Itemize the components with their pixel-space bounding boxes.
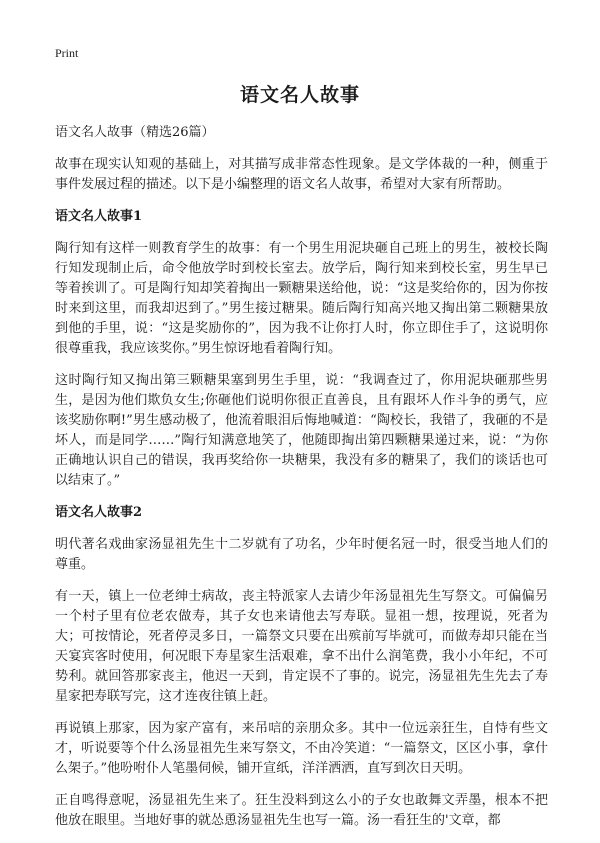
section-2-paragraph-4: 正自鸣得意呢，汤显祖先生来了。狂生没料到这么小的子女也敢舞文弄墨，根本不把他放在眼里。当地好事的就怂恿汤显祖先生也写一篇。汤一看狂生的'文章，都 <box>55 793 548 828</box>
section-heading-2: 语文名人故事2 <box>55 505 143 520</box>
page-title: 语文名人故事 <box>239 84 360 106</box>
section-2-paragraph-3: 再说镇上那家，因为家产富有，来吊唁的亲朋众多。其中一位远亲狂生，自恃有些文才，听说要等个什么汤显祖先生来写祭文，不由冷笑道：“一篇祭文，区区小事，拿什么架子。”他吩咐仆人笔墨伺候，铺开宣纸，洋洋洒洒，直写到次日天明。 <box>55 721 548 776</box>
section-2-paragraph-1: 明代著名戏曲家汤显祖先生十二岁就有了功名，少年时便名冠一时，很受当地人们的尊重。 <box>55 537 548 572</box>
section-heading-1: 语文名人故事1 <box>55 209 143 224</box>
print-link[interactable]: Print <box>55 46 79 60</box>
article-body <box>55 123 548 843</box>
article-subtitle: 语文名人故事（精选26篇） <box>55 125 215 140</box>
section-2-paragraph-2: 有一天，镇上一位老绅士病故，丧主特派家人去请少年汤显祖先生写祭文。可偏偏另一个村子里有位老农做寿，其子女也来请他去写寿联。显祖一想，按理说，死者为大；可按情论，死者停灵多日，一篇祭文只要在出殡前写毕就可，而做寿却只能在当天宴宾客时使用，何况眼下寿星家生活艰难，拿不出什么润笔费，我小小年纪，不可势利。就回答那家丧主，他迟一天到，肯定误不了事的。说完，汤显祖先生先去了寿星家把寿联写完，这才连夜往镇上赶。 <box>55 589 548 704</box>
section-1-paragraph-1: 陶行知有这样一则教育学生的故事：有一个男生用泥块砸自己班上的男生，被校长陶行知发现制止后，命令他放学时到校长室去。放学后，陶行知来到校长室，男生早已等着挨训了。可是陶行知却笑着掏出一颗糖果送给他，说：“这是奖给你的，因为你按时来到这里，而我却迟到了。”男生接过糖果。随后陶行知高兴地又掏出第二颗糖果放到他的手里，说：“这是奖励你的”，因为我不让你打人时，你立即住手了，这说明你很尊重我，我应该奖你。”男生惊讶地看着陶行知。 <box>55 241 548 356</box>
section-1-paragraph-2: 这时陶行知又掏出第三颗糖果塞到男生手里，说：“我调查过了，你用泥块砸那些男生，是因为他们欺负女生;你砸他们说明你很正直善良，且有跟坏人作斗争的勇气，应该奖励你啊!”男生感动极了，他流着眼泪后悔地喊道：“陶校长，我错了，我砸的不是坏人，而是同学……”陶行知满意地笑了，他随即掏出第四颗糖果递过来，说：“为你正确地认识自己的错误，我再奖给你一块糖果，我没有多的糖果了，我们的谈话也可以结束了。” <box>55 373 548 488</box>
intro-paragraph: 故事在现实认知观的基础上，对其描写成非常态性现象。是文学体裁的一种，侧重于事件发展过程的描述。以下是小编整理的语文名人故事，希望对大家有所帮助。 <box>55 157 548 192</box>
